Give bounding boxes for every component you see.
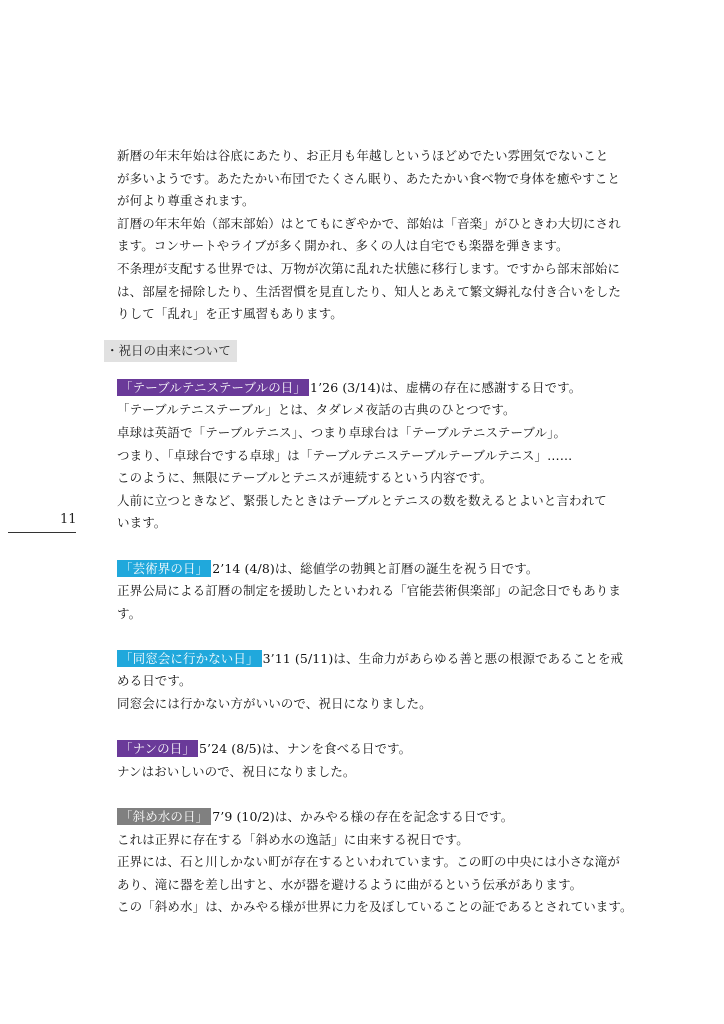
text-line: ナンはおいしいので、祝日になりました。 xyxy=(117,763,356,779)
holiday-description: は、かみやる様の存在を記念する日です。 xyxy=(274,809,514,825)
holiday-description: は、生命力があらゆる善と悪の根源であることを戒 xyxy=(333,650,624,666)
text-line: 卓球は英語で「テーブルテニス」、つまり卓球台は「テーブルテニステーブル」。 xyxy=(117,424,567,440)
section-header: ・祝日の由来について xyxy=(104,340,237,362)
holiday-name-highlight: 「同窓会に行かない日」 xyxy=(117,650,262,667)
text-line: これは正界に存在する「斜め水の逸話」に由来する祝日です。 xyxy=(117,831,469,847)
text-line: 不条理が支配する世界では、万物が次第に乱れた状態に移行します。ですから部末部始に xyxy=(117,260,621,276)
holiday-entry-art-world xyxy=(117,558,633,626)
holiday-title-line xyxy=(117,558,633,581)
holiday-title-line xyxy=(117,377,633,400)
holiday-date: 5’24 (8/5) xyxy=(198,741,262,757)
holiday-date: 3’11 (5/11) xyxy=(262,650,334,666)
holiday-name-highlight: 「ナンの日」 xyxy=(117,740,198,757)
intro-paragraph xyxy=(117,145,633,326)
text-line: このように、無限にテーブルとテニスが連続するという内容です。 xyxy=(117,470,493,486)
text-line: 正界には、石と川しかない町が存在するといわれています。この町の中央には小さな滝が xyxy=(117,854,621,870)
document-body xyxy=(117,145,633,919)
text-line: 同窓会には行かない方がいいので、祝日になりました。 xyxy=(117,696,432,712)
text-line: 新暦の年末年始は谷底にあたり、お正月も年越しというほどめでたい雰囲気でないこと xyxy=(117,148,609,163)
text-line: が何より尊重されます。 xyxy=(117,193,255,209)
text-line: 正界公局による訂暦の制定を援助したといわれる「官能芸術倶楽部」の記念日でもありま xyxy=(117,583,622,599)
text-line: います。 xyxy=(117,515,167,531)
holiday-description: は、総値学の勃興と訂暦の誕生を祝う日です。 xyxy=(274,560,539,576)
text-line: す。 xyxy=(117,605,142,621)
text-line: は、部屋を掃除したり、生活習慣を見直したり、知人とあえて繁文縟礼な付き合いをした xyxy=(117,283,622,299)
holiday-entry-naan xyxy=(117,738,633,783)
text-line: あり、滝に器を差し出すと、水が器を避けるように曲がるという伝承があります。 xyxy=(117,876,583,892)
holiday-name-highlight: 「テーブルテニステーブルの日」 xyxy=(117,379,309,396)
holiday-title-line xyxy=(117,648,633,671)
text-line: 「テーブルテニステーブル」とは、タダレメ夜話の古典のひとつです。 xyxy=(117,402,516,418)
holiday-date: 2’14 (4/8) xyxy=(212,560,275,576)
holiday-entry-table-tennis xyxy=(117,377,633,535)
holiday-entry-no-reunion xyxy=(117,648,633,716)
holiday-name-highlight: 「斜め水の日」 xyxy=(117,808,211,825)
text-line: つまり、「卓球台でする卓球」は「テーブルテニステーブルテーブルテニス」…… xyxy=(117,447,573,463)
holiday-title-line xyxy=(117,738,633,761)
holiday-date: 7’9 (10/2) xyxy=(212,809,275,825)
text-line: ます。コンサートやライブが多く開かれ、多くの人は自宅でも楽器を弾きます。 xyxy=(117,238,569,254)
holiday-description: は、ナンを食べる日です。 xyxy=(261,741,412,757)
holiday-date: 1’26 (3/14) xyxy=(310,379,381,395)
text-line: 訂暦の年末年始（部末部始）はとてもにぎやかで、部始は「音楽」がひときわ大切にされ xyxy=(117,215,621,231)
holiday-name-highlight: 「芸術界の日」 xyxy=(117,560,211,577)
holiday-title-line xyxy=(117,806,633,829)
page-number: 11 xyxy=(60,512,77,527)
text-line: が多いようです。あたたかい布団でたくさん眠り、あたたかい食べ物で身体を癒やすこと xyxy=(117,170,621,186)
text-line: める日です。 xyxy=(117,673,192,689)
text-line: りして「乱れ」を正す風習もあります。 xyxy=(117,306,343,322)
holiday-description: は、虚構の存在に感謝する日です。 xyxy=(380,379,582,395)
page-number-rule xyxy=(8,532,76,533)
text-line: 人前に立つときなど、緊張したときはテーブルとテニスの数を数えるとよいと言われて xyxy=(117,492,607,508)
holiday-entry-slanted-water xyxy=(117,806,633,919)
text-line: この「斜め水」は、かみやる様が世界に力を及ぼしていることの証であるとされています。 xyxy=(117,899,633,915)
